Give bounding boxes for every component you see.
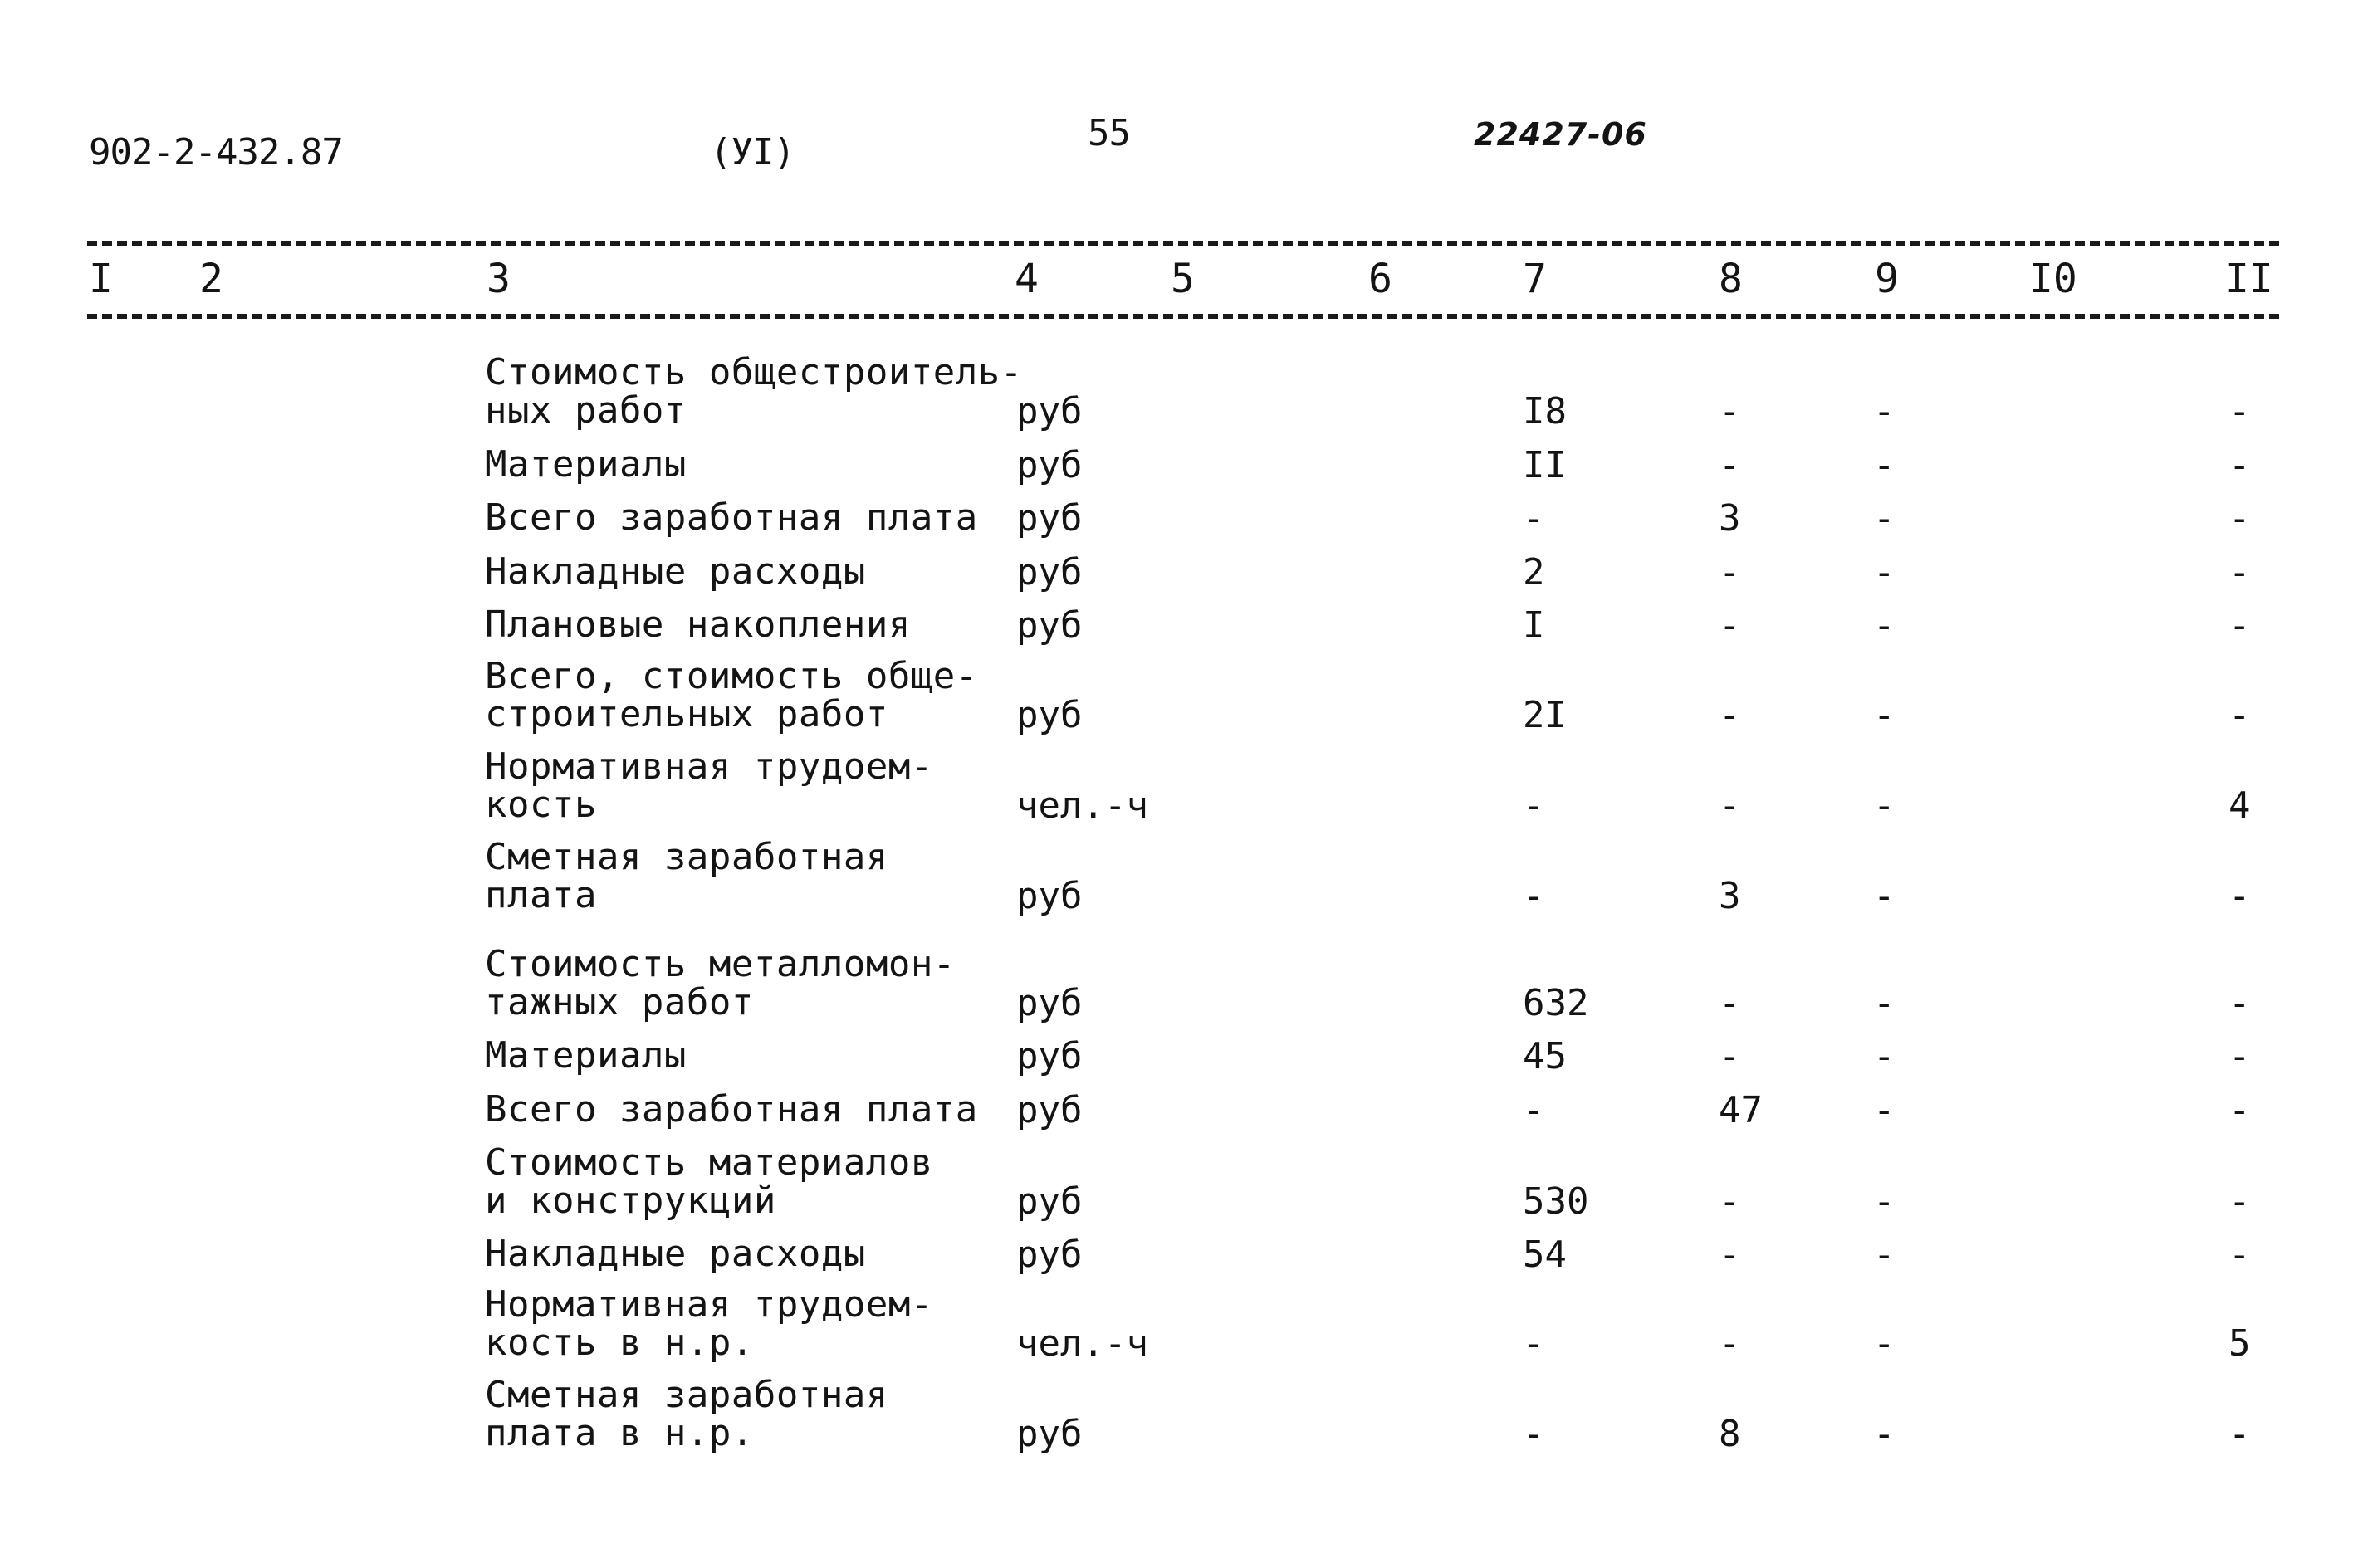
col11-cell: - [2228, 1035, 2251, 1077]
col9-cell: - [1873, 497, 1896, 540]
row-name [485, 1283, 933, 1364]
col11-cell: - [2228, 1089, 2251, 1131]
col8-cell: - [1719, 1035, 1741, 1077]
col9-cell: - [1873, 390, 1896, 432]
col11-cell: - [2228, 982, 2251, 1024]
row-name-line: Материалы [485, 443, 687, 486]
col9-cell: - [1873, 1089, 1896, 1131]
col9-cell: - [1873, 875, 1896, 917]
col11-cell: - [2228, 1233, 2251, 1276]
row-name-line: Нормативная трудоем- [485, 745, 933, 788]
col9-cell: - [1873, 604, 1896, 647]
col11-cell: - [2228, 1180, 2251, 1223]
column-number: 9 [1875, 256, 1899, 302]
row-name-line: Всего, стоимость обще- [485, 655, 978, 697]
col8-cell: - [1719, 390, 1741, 432]
col7-cell: - [1523, 1089, 1545, 1131]
unit-cell: руб [1016, 497, 1083, 540]
row-name-line: Сметная заработная [485, 836, 888, 878]
row-name [485, 351, 1023, 432]
col8-cell: 8 [1719, 1413, 1741, 1455]
row-name-line: ных работ [485, 389, 687, 432]
col8-cell: - [1719, 694, 1741, 736]
unit-cell: руб [1016, 1413, 1083, 1455]
col9-cell: - [1873, 694, 1896, 736]
col7-cell: I [1523, 604, 1545, 647]
row-name-line: тажных работ [485, 981, 754, 1023]
col7-cell: II [1523, 444, 1567, 486]
col9-cell: - [1873, 982, 1896, 1024]
row-name [485, 496, 978, 539]
column-number: 2 [199, 256, 223, 302]
row-name-line: Накладные расходы [485, 1233, 866, 1275]
row-name-line: Нормативная трудоем- [485, 1283, 933, 1326]
column-number: 4 [1015, 256, 1039, 302]
col11-cell: - [2228, 604, 2251, 647]
col7-cell: 632 [1523, 982, 1589, 1024]
col7-cell: - [1523, 497, 1545, 540]
col8-cell: - [1719, 1180, 1741, 1223]
col7-cell: 530 [1523, 1180, 1589, 1223]
section-number: (УI) [710, 131, 795, 173]
col7-cell: - [1523, 1322, 1545, 1365]
row-name [485, 838, 888, 915]
row-name [485, 1088, 978, 1131]
col11-cell: - [2228, 875, 2251, 917]
inventory-number: 22427-06 [1474, 116, 1647, 153]
row-name-line: Стоимость общестроитель- [485, 351, 1023, 393]
row-name-line: и конструкций [485, 1180, 776, 1222]
unit-cell: руб [1016, 1180, 1083, 1223]
col7-cell: I8 [1523, 390, 1567, 432]
row-name-line: Всего заработная плата [485, 1088, 978, 1131]
col8-cell: 47 [1719, 1089, 1763, 1131]
col11-cell: - [2228, 390, 2251, 432]
col11-cell: 5 [2228, 1322, 2251, 1365]
row-name-line: Сметная заработная [485, 1374, 888, 1416]
col8-cell: - [1719, 604, 1741, 647]
col11-cell: - [2228, 1413, 2251, 1455]
column-number: I0 [2029, 256, 2077, 302]
row-name-line: Накладные расходы [485, 550, 866, 593]
table-header-top-rule [87, 241, 2279, 246]
row-name-line: кость [485, 784, 597, 826]
page-number: 55 [1088, 112, 1130, 154]
unit-cell: руб [1016, 604, 1083, 647]
unit-cell: руб [1016, 551, 1083, 593]
row-name [485, 945, 956, 1022]
row-name-line: плата в н.р. [485, 1412, 754, 1454]
col7-cell: 54 [1523, 1233, 1567, 1276]
col11-cell: - [2228, 497, 2251, 540]
col11-cell: - [2228, 444, 2251, 486]
row-name-line: Стоимость металломон- [485, 943, 956, 985]
col7-cell: 45 [1523, 1035, 1567, 1077]
row-name [485, 1141, 933, 1222]
col7-cell: 2 [1523, 551, 1545, 593]
col11-cell: - [2228, 694, 2251, 736]
table-header-bottom-rule [87, 314, 2279, 319]
unit-cell: руб [1016, 1089, 1083, 1131]
col9-cell: - [1873, 444, 1896, 486]
col8-cell: 3 [1719, 875, 1741, 917]
col8-cell: - [1719, 1233, 1741, 1276]
col9-cell: - [1873, 1035, 1896, 1077]
col8-cell: - [1719, 982, 1741, 1024]
row-name-line: Материалы [485, 1034, 687, 1077]
row-name-line: строительных работ [485, 693, 888, 735]
unit-cell: руб [1016, 1035, 1083, 1077]
row-name-line: кость в н.р. [485, 1321, 754, 1364]
col8-cell: - [1719, 444, 1741, 486]
row-name-line: Стоимость материалов [485, 1141, 933, 1184]
col11-cell: - [2228, 551, 2251, 593]
col11-cell: 4 [2228, 784, 2251, 827]
row-name-line: Плановые накопления [485, 603, 911, 646]
column-number: 7 [1523, 256, 1547, 302]
row-name-line: плата [485, 874, 597, 916]
unit-cell: чел.-ч [1016, 1322, 1148, 1365]
row-name [485, 1034, 687, 1077]
row-name [485, 1235, 866, 1273]
column-number: 5 [1171, 256, 1195, 302]
unit-cell: руб [1016, 982, 1083, 1024]
row-name [485, 745, 933, 826]
col9-cell: - [1873, 1180, 1896, 1223]
row-name-line: Всего заработная плата [485, 496, 978, 539]
unit-cell: руб [1016, 1233, 1083, 1276]
col9-cell: - [1873, 1413, 1896, 1455]
col9-cell: - [1873, 1233, 1896, 1276]
col7-cell: - [1523, 784, 1545, 827]
col8-cell: - [1719, 551, 1741, 593]
column-number: 8 [1719, 256, 1743, 302]
unit-cell: чел.-ч [1016, 784, 1148, 827]
row-name [485, 1376, 888, 1453]
row-name [485, 657, 978, 734]
col9-cell: - [1873, 551, 1896, 593]
col8-cell: - [1719, 784, 1741, 827]
col9-cell: - [1873, 784, 1896, 827]
column-number: I [89, 256, 113, 302]
unit-cell: руб [1016, 694, 1083, 736]
column-number: II [2225, 256, 2273, 302]
col8-cell: - [1719, 1322, 1741, 1365]
row-name [485, 443, 687, 486]
col7-cell: - [1523, 1413, 1545, 1455]
col9-cell: - [1873, 1322, 1896, 1365]
col7-cell: 2I [1523, 694, 1567, 736]
row-name [485, 550, 866, 593]
col7-cell: - [1523, 875, 1545, 917]
column-number: 3 [487, 256, 511, 302]
unit-cell: руб [1016, 444, 1083, 486]
row-name [485, 603, 911, 646]
col8-cell: 3 [1719, 497, 1741, 540]
document-code: 902-2-432.87 [89, 131, 343, 173]
column-number: 6 [1368, 256, 1392, 302]
unit-cell: руб [1016, 390, 1083, 432]
unit-cell: руб [1016, 875, 1083, 917]
